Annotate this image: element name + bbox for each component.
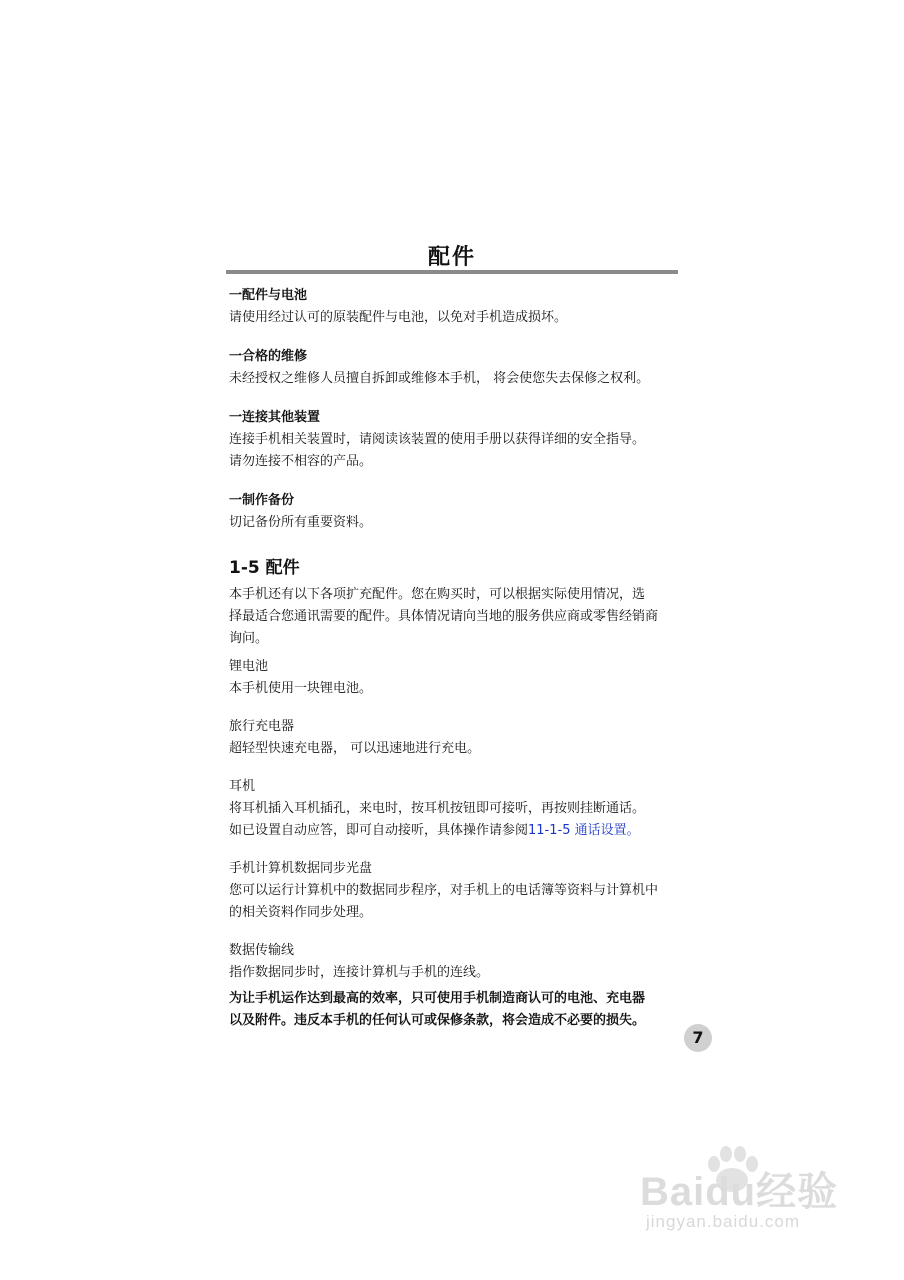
section-intro <box>229 584 681 650</box>
intro-line: 询问。 <box>229 631 269 646</box>
accessory-travel-charger <box>229 716 681 760</box>
note-qualified-repair <box>229 346 681 390</box>
section-title: 1-5 配件 <box>229 558 300 578</box>
note-text: 切记备份所有重要资料。 <box>229 515 373 530</box>
intro-line: 本手机还有以下各项扩充配件。您在购买时，可以根据实际使用情况，选 <box>229 587 646 602</box>
accessory-name: 数据传输线 <box>229 943 295 958</box>
page-number-badge: 7 <box>684 1024 712 1052</box>
accessory-desc: 您可以运行计算机中的数据同步程序，对手机上的电话簿等资料与计算机中 <box>229 883 659 898</box>
note-heading: 一制作备份 <box>229 493 295 508</box>
call-settings-link[interactable]: 11-1-5 通话设置。 <box>528 823 640 838</box>
accessory-earphone <box>229 776 681 842</box>
accessory-desc: 的相关资料作同步处理。 <box>229 905 373 920</box>
accessory-name: 锂电池 <box>229 659 269 674</box>
accessory-desc <box>229 820 681 842</box>
note-heading: 一连接其他装置 <box>229 410 321 425</box>
intro-line: 择最适合您通讯需要的配件。具体情况请向当地的服务供应商或零售经销商 <box>229 609 659 624</box>
accessory-desc: 指作数据同步时，连接计算机与手机的连线。 <box>229 965 490 980</box>
watermark <box>640 1150 860 1240</box>
accessory-desc: 本手机使用一块锂电池。 <box>229 681 373 696</box>
page-title: 配件 <box>427 245 476 270</box>
note-text: 请勿连接不相容的产品。 <box>229 454 373 469</box>
note-heading: 一合格的维修 <box>229 349 308 364</box>
note-text: 未经授权之维修人员擅自拆卸或维修本手机， 将会使您失去保修之权利。 <box>229 371 650 386</box>
warning-note <box>229 988 681 1032</box>
document-body <box>229 285 681 1032</box>
accessory-battery <box>229 656 681 700</box>
note-connect-devices <box>229 407 681 473</box>
warning-line: 为让手机运作达到最高的效率，只可使用手机制造商认可的电池、充电器 <box>229 991 646 1006</box>
accessory-desc: 超轻型快速充电器， 可以迅速地进行充电。 <box>229 741 481 756</box>
watermark-logo: Baidu经验 <box>640 1170 839 1214</box>
title-divider <box>226 270 678 274</box>
accessory-desc: 将耳机插入耳机插孔，来电时，按耳机按钮即可接听，再按则挂断通话。 <box>229 801 646 816</box>
note-text: 连接手机相关装置时，请阅读该装置的使用手册以获得详细的安全指导。 <box>229 432 646 447</box>
accessory-desc-prefix: 如已设置自动应答，即可自动接听，具体操作请参阅 <box>229 823 529 838</box>
note-heading: 一配件与电池 <box>229 288 308 303</box>
note-accessories-battery <box>229 285 681 329</box>
accessory-sync-cd <box>229 858 681 924</box>
accessory-name: 手机计算机数据同步光盘 <box>229 861 373 876</box>
note-backup <box>229 490 681 534</box>
accessory-name: 旅行充电器 <box>229 719 295 734</box>
accessory-name: 耳机 <box>229 779 256 794</box>
note-text: 请使用经过认可的原装配件与电池，以免对手机造成损坏。 <box>229 310 568 325</box>
warning-line: 以及附件。违反本手机的任何认可或保修条款，将会造成不必要的损失。 <box>229 1013 646 1028</box>
watermark-url: jingyan.baidu.com <box>646 1212 801 1231</box>
accessory-data-cable <box>229 940 681 984</box>
